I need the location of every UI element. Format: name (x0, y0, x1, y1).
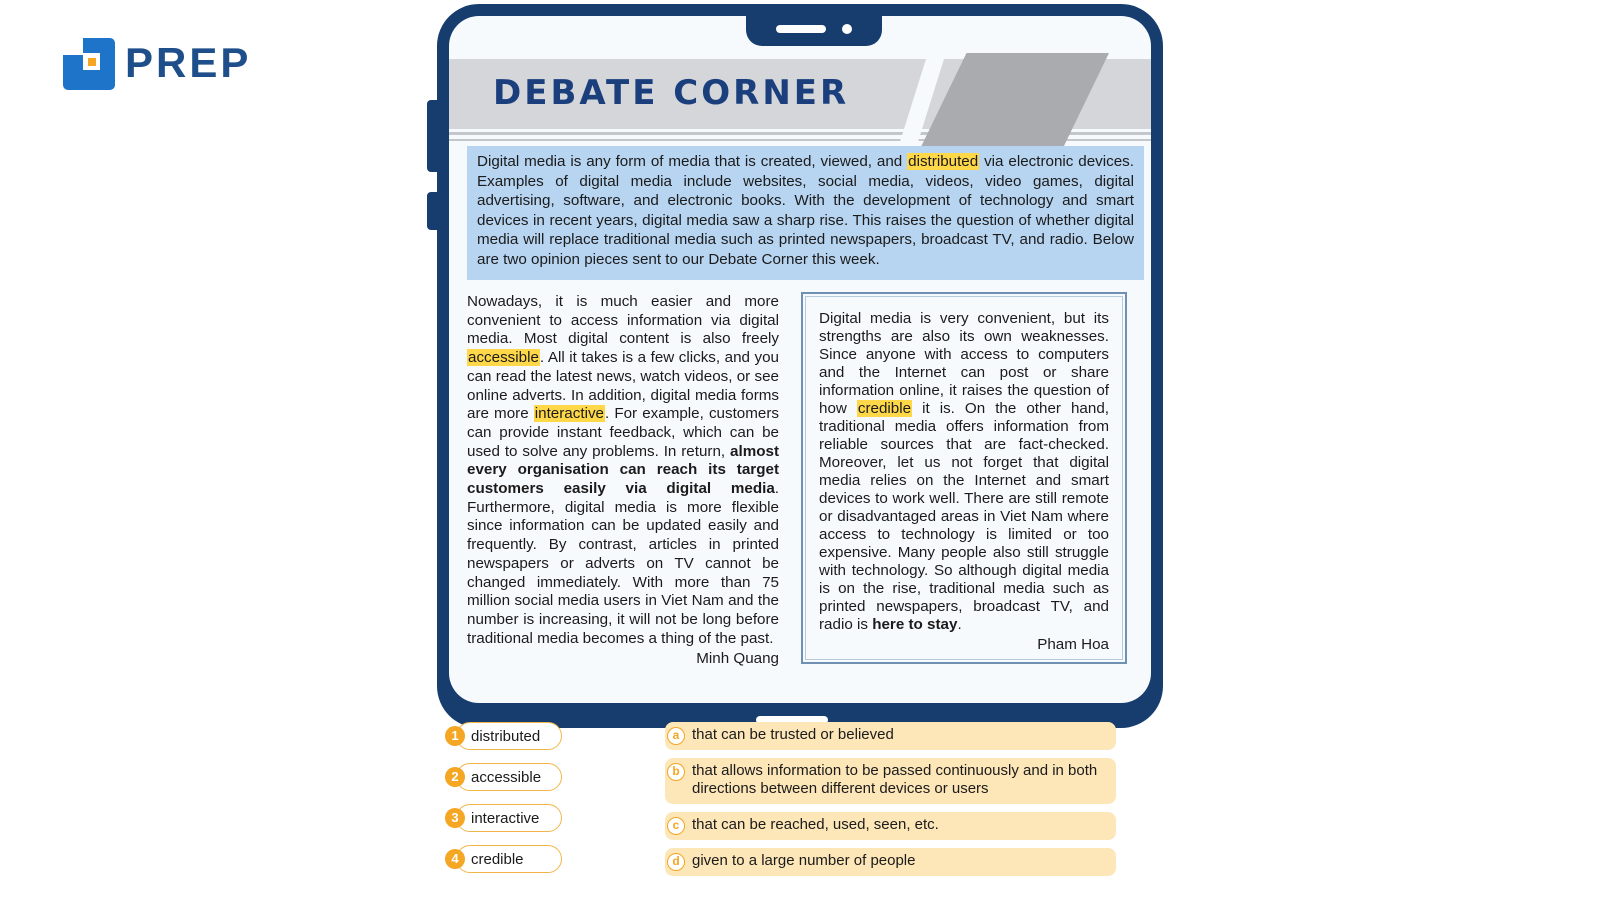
number-badge: 1 (445, 726, 465, 746)
term-item (451, 804, 562, 832)
tablet-side-button (427, 192, 437, 230)
number-badge: 3 (445, 808, 465, 828)
definition-item (665, 848, 1116, 876)
page-title: DEBATE CORNER (493, 73, 850, 113)
banner-decoration (919, 53, 1109, 151)
term-word: accessible (471, 769, 542, 786)
term-item (451, 763, 562, 791)
title-banner (449, 59, 1151, 129)
number-badge: 4 (445, 849, 465, 869)
prep-logo (63, 37, 253, 93)
brand-name: PREP (125, 39, 252, 86)
letter-badge: b (667, 763, 685, 781)
camera-icon (842, 24, 852, 34)
highlight-word: credible (857, 400, 912, 417)
speaker-icon (776, 25, 826, 33)
highlight-word: distributed (908, 153, 979, 170)
tablet-frame (437, 4, 1163, 728)
term-word: interactive (471, 810, 540, 827)
number-badge: 2 (445, 767, 465, 787)
term-word: distributed (471, 728, 541, 745)
definition-item (665, 722, 1116, 750)
opinion-body: Nowadays, it is much easier and more convenient to access information via digital media. Most digital content is also freely accessible. All it takes is a few clicks, and you can read the latest news, watch videos, or see online adverts. In addition, digital media forms are more interactive. For example, customers can provide instant feedback, which can be used to solve any problems. In return, almost every organisation can reach its target customers easily via digital media. Furthermore, digital media is more flexible since information can be updated easily and frequently. By contrast, articles in printed newspapers or adverts on TV cannot be changed immediately. With more than 75 million social media users in Viet Nam and the number is increasing, it will not be long before traditional media becomes a thing of the past. (467, 293, 779, 647)
opinion-minh-quang (467, 293, 779, 669)
author-name: Pham Hoa (1037, 636, 1109, 653)
prep-logo-icon (63, 38, 115, 90)
opinion-pham-hoa (819, 310, 1109, 654)
highlight-word: interactive (534, 405, 604, 423)
definition-text: that allows information to be passed continuously and in both directions between different devices or users (692, 762, 1098, 797)
intro-paragraph: Digital media is any form of media that is created, viewed, and distributed via electronic devices. Examples of digital media include websites, social media, videos, video games, digital advertising, software, and electronic books. With the development of technology and smart devices in recent years, digital media saw a sharp rise. This raises the question of whether digital media will replace traditional media such as printed newspapers, broadcast TV, and radio. Below are two opinion pieces sent to our Debate Corner this week. (467, 146, 1144, 280)
author-name: Minh Quang (696, 650, 779, 668)
tablet-side-button (427, 100, 437, 172)
term-word: credible (471, 851, 524, 868)
letter-badge: c (667, 817, 685, 835)
definition-text: that can be trusted or believed (692, 726, 894, 743)
definition-item (665, 758, 1116, 804)
letter-badge: d (667, 853, 685, 871)
opinion-box-pham-hoa (801, 292, 1127, 664)
highlight-word: accessible (468, 349, 539, 367)
definition-text: that can be reached, used, seen, etc. (692, 816, 939, 833)
tablet-notch (746, 16, 882, 46)
term-item (451, 845, 562, 873)
letter-badge: a (667, 727, 685, 745)
opinion-body: Digital media is very convenient, but its strengths are also its own weaknesses. Since anyone with access to computers and the Internet can post or share information online, it raises the question of how credible it is. On the other hand, traditional media offers information from reliable sources that are fact-checked. Moreover, let us not forget that digital media relies on the Internet and smart devices to work well. There are still remote or disadvantaged areas in Viet Nam where access to technology is limited or too expensive. Many people also still struggle with technology. So although digital media is on the rise, traditional media such as printed newspapers, broadcast TV, and radio is here to stay. (819, 310, 1109, 633)
definition-text: given to a large number of people (692, 852, 916, 869)
definition-item (665, 812, 1116, 840)
term-item (451, 722, 562, 750)
tablet-screen (449, 16, 1151, 703)
